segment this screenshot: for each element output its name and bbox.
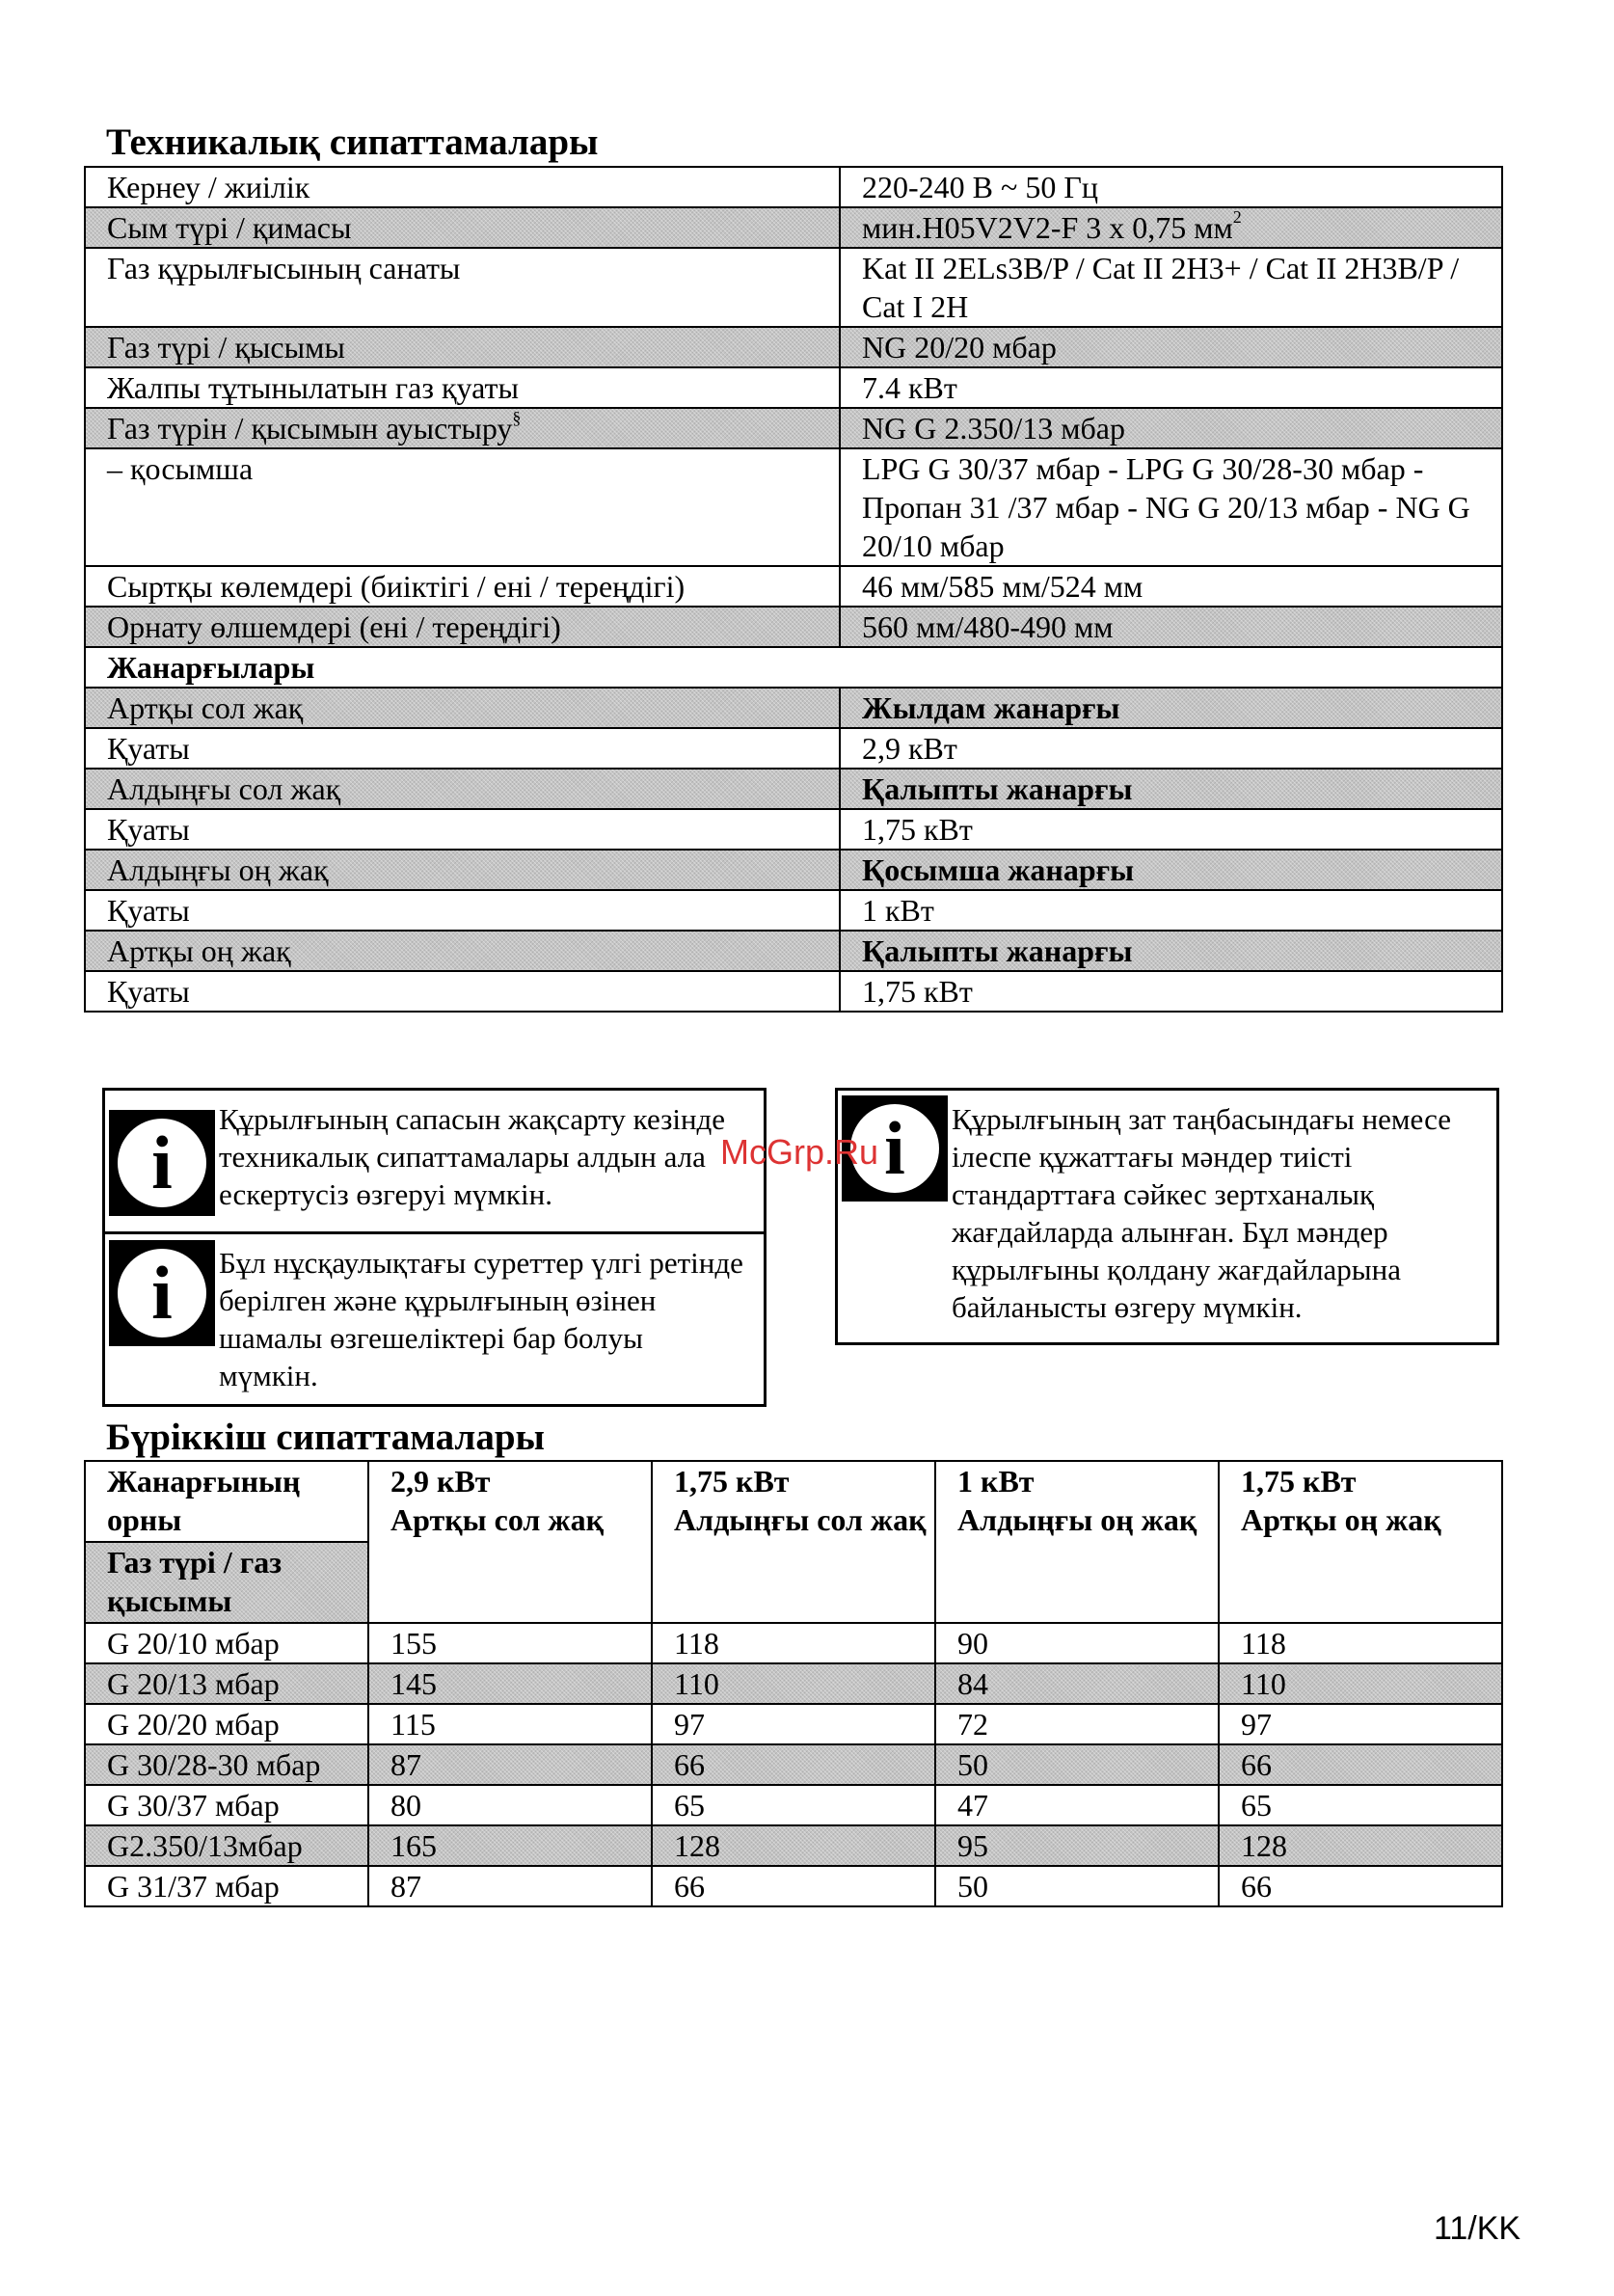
table-row (85, 408, 1502, 448)
gas-cell: G 20/20 мбар (85, 1704, 368, 1744)
value-cell: 80 (368, 1785, 652, 1825)
value-cell: 128 (652, 1825, 935, 1866)
tech-specs-title: Техникалық сипаттамалары (106, 122, 599, 163)
table-row (85, 688, 1502, 728)
value-cell: 66 (1219, 1866, 1502, 1906)
info-note-box-right (835, 1088, 1499, 1345)
column-position: Алдыңғы оң жақ (957, 1502, 1197, 1537)
superscript: 2 (1232, 207, 1242, 227)
column-header (368, 1461, 652, 1623)
table-row (85, 769, 1502, 809)
table-row (85, 327, 1502, 367)
spec-label: Жалпы тұтынылатын газ қуаты (85, 367, 840, 408)
spec-value (840, 207, 1502, 248)
value-cell: 110 (652, 1663, 935, 1704)
table-row (85, 1704, 1502, 1744)
spec-label: Сыртқы көлемдері (биіктігі / ені / тереңдігі) (85, 566, 840, 607)
burner-label: Артқы оң жақ (85, 931, 840, 971)
table-row (85, 367, 1502, 408)
gas-cell: G 31/37 мбар (85, 1866, 368, 1906)
burner-power: 2,9 кВт (840, 728, 1502, 769)
column-power: 2,9 кВт (390, 1464, 491, 1499)
gas-cell: G2.350/13мбар (85, 1825, 368, 1866)
table-row (85, 1663, 1502, 1704)
nozzle-specs-table (84, 1460, 1503, 1907)
burner-label: Қуаты (85, 971, 840, 1012)
table-row (85, 1623, 1502, 1663)
column-power: 1,75 кВт (674, 1464, 790, 1499)
spec-value: 220-240 В ~ 50 Гц (840, 167, 1502, 207)
value-cell: 145 (368, 1663, 652, 1704)
table-row (85, 1744, 1502, 1785)
burner-type: Қалыпты жанарғы (840, 931, 1502, 971)
value-cell: 90 (935, 1623, 1219, 1663)
info-icon: i (842, 1095, 948, 1202)
spec-value: 46 мм/585 мм/524 мм (840, 566, 1502, 607)
spec-label: Орнату өлшемдері (ені / тереңдігі) (85, 607, 840, 647)
info-note-1 (105, 1091, 764, 1234)
value-cell: 118 (1219, 1623, 1502, 1663)
column-position: Артқы сол жақ (390, 1502, 604, 1537)
info-note-box-left (102, 1088, 767, 1407)
spec-label: – қосымша (85, 448, 840, 566)
table-row (85, 167, 1502, 207)
table-row (85, 971, 1502, 1012)
value-cell: 95 (935, 1825, 1219, 1866)
spec-label: Сым түрі / қимасы (85, 207, 840, 248)
value-cell: 110 (1219, 1663, 1502, 1704)
spec-value: LPG G 30/37 мбар - LPG G 30/28-30 мбар - Пропан 31 /37 мбар - NG G 20/13 мбар - NG G 20/10 мбар (840, 448, 1502, 566)
value-cell: 65 (1219, 1785, 1502, 1825)
value-cell: 72 (935, 1704, 1219, 1744)
gas-cell: G 20/10 мбар (85, 1623, 368, 1663)
table-row (85, 1866, 1502, 1906)
value-cell: 50 (935, 1744, 1219, 1785)
value-cell: 87 (368, 1744, 652, 1785)
spec-label (85, 408, 840, 448)
table-row (85, 1785, 1502, 1825)
value-cell: 97 (1219, 1704, 1502, 1744)
spec-value: Kat II 2ELs3B/P / Cat II 2H3+ / Cat II 2H3B/P / Cat I 2H (840, 248, 1502, 327)
header-position: Жанарғының орны (85, 1461, 368, 1542)
table-row (85, 607, 1502, 647)
note-text: Бұл нұсқаулықтағы суреттер үлгі ретінде берілген және құрылғының өзінен шамалы өзгешеліктері бар болуы мүмкін. (219, 1246, 743, 1392)
burner-label: Алдыңғы сол жақ (85, 769, 840, 809)
burner-label: Қуаты (85, 809, 840, 850)
info-icon: i (109, 1110, 215, 1216)
watermark: McGrp.Ru (720, 1132, 879, 1172)
table-row (85, 809, 1502, 850)
value-cell: 97 (652, 1704, 935, 1744)
value-cell: 155 (368, 1623, 652, 1663)
table-row (85, 647, 1502, 688)
table-row (85, 248, 1502, 327)
column-position: Алдыңғы сол жақ (674, 1502, 927, 1537)
value-cell: 66 (652, 1866, 935, 1906)
spec-label: Газ құрылғысының санаты (85, 248, 840, 327)
spec-label: Кернеу / жиілік (85, 167, 840, 207)
spec-label-text: Газ түрін / қысымын ауыстыру (107, 411, 513, 446)
value-cell: 66 (652, 1744, 935, 1785)
burner-type: Қалыпты жанарғы (840, 769, 1502, 809)
burner-power: 1,75 кВт (840, 809, 1502, 850)
table-row (85, 931, 1502, 971)
column-header (1219, 1461, 1502, 1623)
spec-value: 7.4 кВт (840, 367, 1502, 408)
value-cell: 50 (935, 1866, 1219, 1906)
burner-label: Алдыңғы оң жақ (85, 850, 840, 890)
value-cell: 84 (935, 1663, 1219, 1704)
spec-label: Газ түрі / қысымы (85, 327, 840, 367)
spec-value: 560 мм/480-490 мм (840, 607, 1502, 647)
value-cell: 47 (935, 1785, 1219, 1825)
superscript: § (512, 408, 522, 427)
table-row (85, 728, 1502, 769)
value-cell: 87 (368, 1866, 652, 1906)
page-number: 11/KK (1434, 2210, 1521, 2247)
burner-power: 1,75 кВт (840, 971, 1502, 1012)
column-power: 1 кВт (957, 1464, 1035, 1499)
value-cell: 128 (1219, 1825, 1502, 1866)
spec-value: NG 20/20 мбар (840, 327, 1502, 367)
column-header (935, 1461, 1219, 1623)
note-text: Құрылғының сапасын жақсарту кезінде техникалық сипаттамалары алдын ала ескертусіз өзгеруі мүмкін. (219, 1102, 726, 1211)
burner-type: Жылдам жанарғы (840, 688, 1502, 728)
column-header (652, 1461, 935, 1623)
value-cell: 65 (652, 1785, 935, 1825)
gas-cell: G 20/13 мбар (85, 1663, 368, 1704)
burners-header: Жанарғылары (85, 647, 1502, 688)
burner-power: 1 кВт (840, 890, 1502, 931)
burner-type: Қосымша жанарғы (840, 850, 1502, 890)
info-note-2 (105, 1234, 764, 1404)
gas-cell: G 30/37 мбар (85, 1785, 368, 1825)
value-cell: 118 (652, 1623, 935, 1663)
value-cell: 66 (1219, 1744, 1502, 1785)
table-row (85, 1825, 1502, 1866)
spec-value-text: мин.H05V2V2-F 3 x 0,75 мм (862, 210, 1233, 245)
header-gas: Газ түрі / газ қысымы (85, 1542, 368, 1623)
column-position: Артқы оң жақ (1241, 1502, 1441, 1537)
spec-value: NG G 2.350/13 мбар (840, 408, 1502, 448)
info-icon: i (109, 1240, 215, 1346)
burner-label: Артқы сол жақ (85, 688, 840, 728)
table-row (85, 850, 1502, 890)
gas-cell: G 30/28-30 мбар (85, 1744, 368, 1785)
table-row (85, 566, 1502, 607)
table-row (85, 207, 1502, 248)
value-cell: 165 (368, 1825, 652, 1866)
note-text: Құрылғының зат таңбасындағы немесе ілеспе құжаттағы мәндер тиісті стандарттаға сәйкес зертханалық жағдайларда алынған. Бұл мәндер құрылғыны қолдану жағдайларына байланысты өзгеру мүмкін. (952, 1102, 1451, 1324)
value-cell: 115 (368, 1704, 652, 1744)
table-row (85, 890, 1502, 931)
table-row (85, 448, 1502, 566)
column-power: 1,75 кВт (1241, 1464, 1357, 1499)
nozzle-specs-title: Бүріккіш сипаттамалары (106, 1417, 545, 1458)
burner-label: Қуаты (85, 890, 840, 931)
tech-specs-table (84, 166, 1503, 1013)
burner-label: Қуаты (85, 728, 840, 769)
table-header-row (85, 1461, 1502, 1542)
